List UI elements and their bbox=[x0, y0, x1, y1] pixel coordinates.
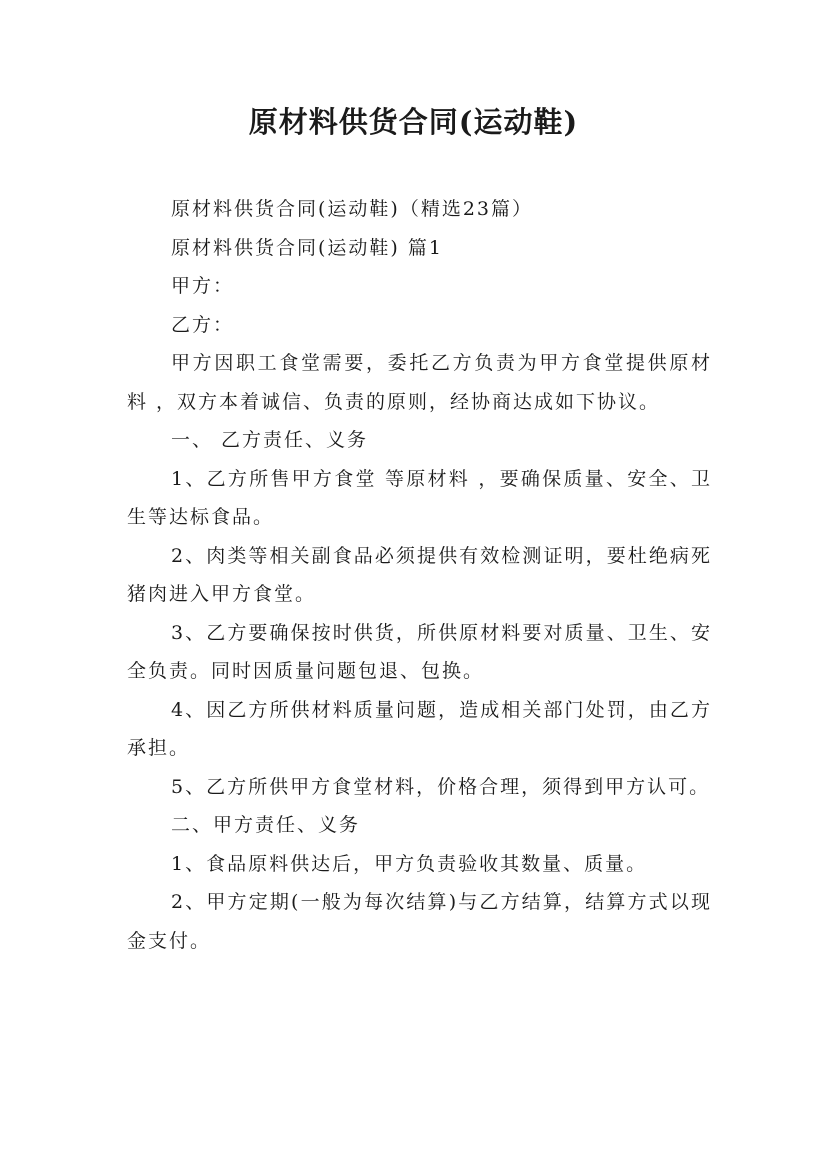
paragraph-heading-party-a-duties: 二、甲方责任、义务 bbox=[171, 814, 361, 836]
paragraph-section-heading: 原材料供货合同(运动鞋) 篇1 bbox=[171, 236, 443, 259]
paragraph-preamble: 甲方因职工食堂需要，委托乙方负责为甲方食堂提供原材料 ，双方本着诚信、负责的原则，经协商达成如下协议。 bbox=[127, 352, 712, 413]
paragraph-subtitle: 原材料供货合同(运动鞋)（精选23篇） bbox=[171, 198, 534, 220]
paragraph-party-a: 甲方： bbox=[171, 275, 235, 297]
paragraph-clause-b1: 1、乙方所售甲方食堂 等原材料 ，要确保质量、安全、卫生等达标食品。 bbox=[127, 467, 712, 528]
document-title: 原材料供货合同(运动鞋) bbox=[248, 105, 579, 139]
paragraph-clause-a1: 1、食品原料供达后，甲方负责验收其数量、质量。 bbox=[171, 852, 648, 875]
document-body bbox=[127, 190, 712, 960]
paragraph-clause-b4: 4、因乙方所供材料质量问题，造成相关部门处罚，由乙方承担。 bbox=[127, 698, 712, 759]
paragraph-party-b: 乙方： bbox=[171, 313, 235, 336]
paragraph-clause-b3: 3、乙方要确保按时供货，所供原材料要对质量、卫生、安全负责。同时因质量问题包退、包换。 bbox=[127, 621, 712, 682]
paragraph-clause-b2: 2、肉类等相关副食品必须提供有效检测证明，要杜绝病死猪肉进入甲方食堂。 bbox=[127, 544, 712, 605]
paragraph-heading-party-b-duties: 一、 乙方责任、义务 bbox=[171, 429, 369, 451]
paragraph-clause-b5: 5、乙方所供甲方食堂材料，价格合理，须得到甲方认可。 bbox=[171, 775, 711, 798]
paragraph-clause-a2: 2、甲方定期(一般为每次结算)与乙方结算，结算方式以现金支付。 bbox=[127, 891, 712, 952]
